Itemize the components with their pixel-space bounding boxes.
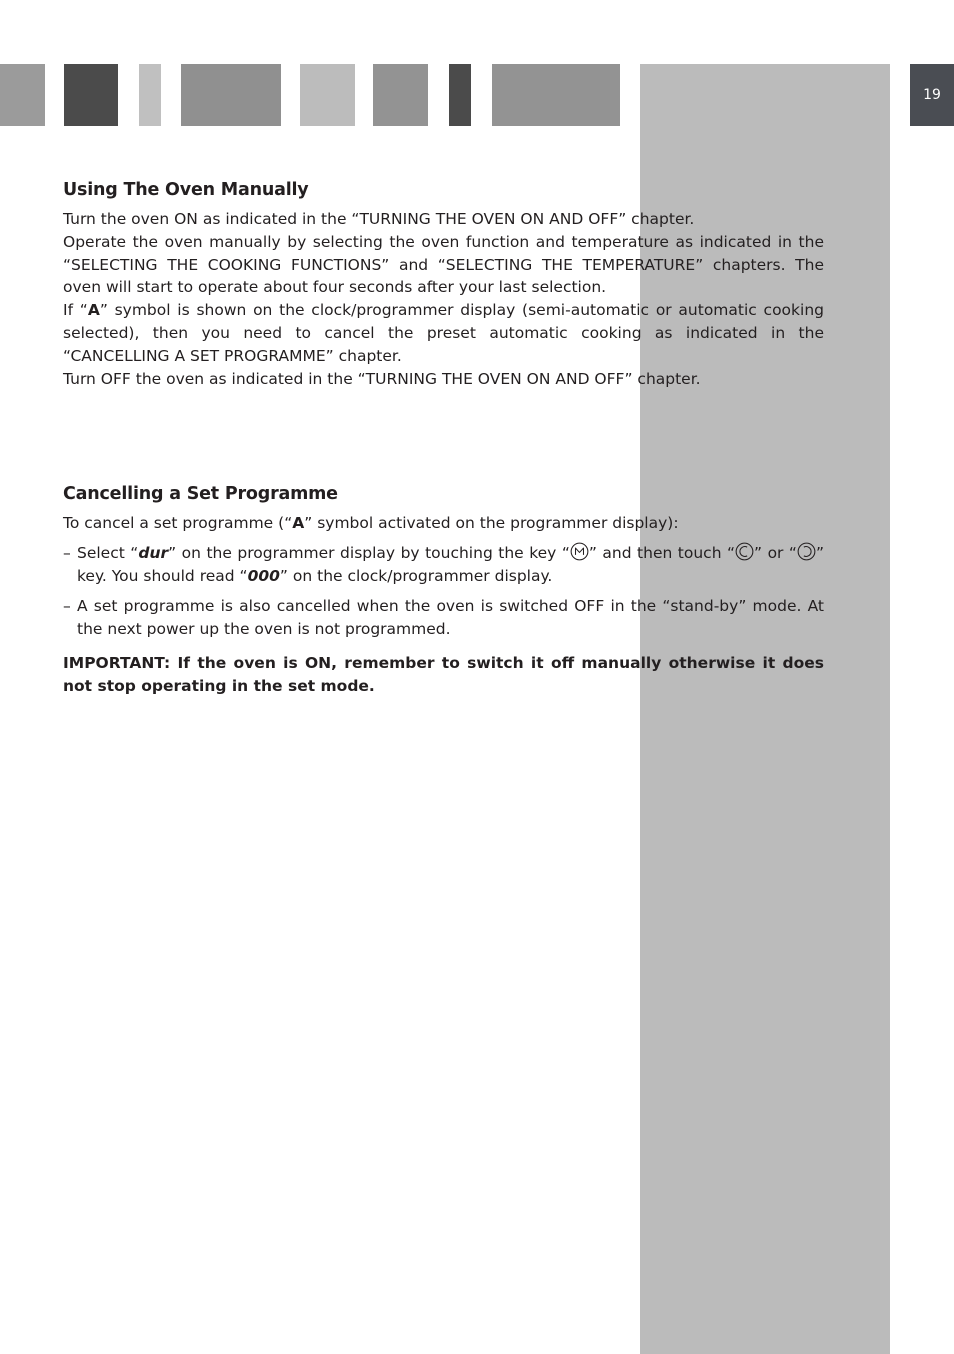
list-dash: –	[63, 596, 71, 615]
paragraph: Turn OFF the oven as indicated in the “TURNING THE OVEN ON AND OFF” chapter.	[63, 369, 701, 388]
plus-key-icon	[797, 542, 816, 561]
list-item: – A set programme is also cancelled when the oven is switched OFF in the “stand-by” mode. At the next power up the oven is not programmed.	[63, 595, 824, 641]
minus-key-icon	[735, 542, 754, 561]
header-block	[373, 64, 428, 126]
paragraph: To cancel a set programme (“A” symbol activated on the programmer display):	[63, 514, 679, 533]
important-note: IMPORTANT: If the oven is ON, remember to switch it off manually otherwise it does not stop operating in the set mode.	[63, 654, 824, 696]
paragraph: If “A” symbol is shown on the clock/programmer display (semi-automatic or automatic cooking selected), then you need to cancel the preset automatic cooking as indicated in the “CANCELLING A SET PROGRAMME” chapter.	[63, 301, 824, 365]
section-title: Using The Oven Manually	[63, 180, 309, 200]
header-block	[449, 64, 471, 126]
list-item: – Select “dur” on the programmer display by touching the key “ ” and then touch “ ” or “ ” key. You should read “000” on the clock/programmer display.	[63, 542, 824, 588]
m-key-icon	[570, 542, 589, 561]
dur-code: dur	[138, 544, 169, 563]
header-block	[181, 64, 281, 126]
paragraph: Turn the oven ON as indicated in the “TURNING THE OVEN ON AND OFF” chapter.	[63, 210, 695, 228]
header-block	[64, 64, 118, 126]
section-using-oven-manually	[63, 178, 824, 390]
auto-symbol: A	[87, 301, 100, 320]
page-number: 19	[910, 64, 954, 126]
list-dash: –	[63, 544, 71, 563]
header-block	[139, 64, 161, 126]
main-content	[63, 178, 824, 698]
header-block	[492, 64, 620, 126]
header-block	[300, 64, 355, 126]
paragraph: Operate the oven manually by selecting the oven function and temperature as indicated in the “SELECTING THE COOKING FUNCTIONS” and “SELECTING THE TEMPERATURE” chapters. The oven will start to operate about four seconds after your last selection.	[63, 232, 824, 297]
section-title: Cancelling a Set Programme	[63, 484, 338, 505]
auto-symbol: A	[292, 514, 305, 533]
header-block	[0, 64, 45, 126]
zero-readout: 000	[247, 566, 280, 585]
section-cancelling-programme	[63, 482, 824, 698]
